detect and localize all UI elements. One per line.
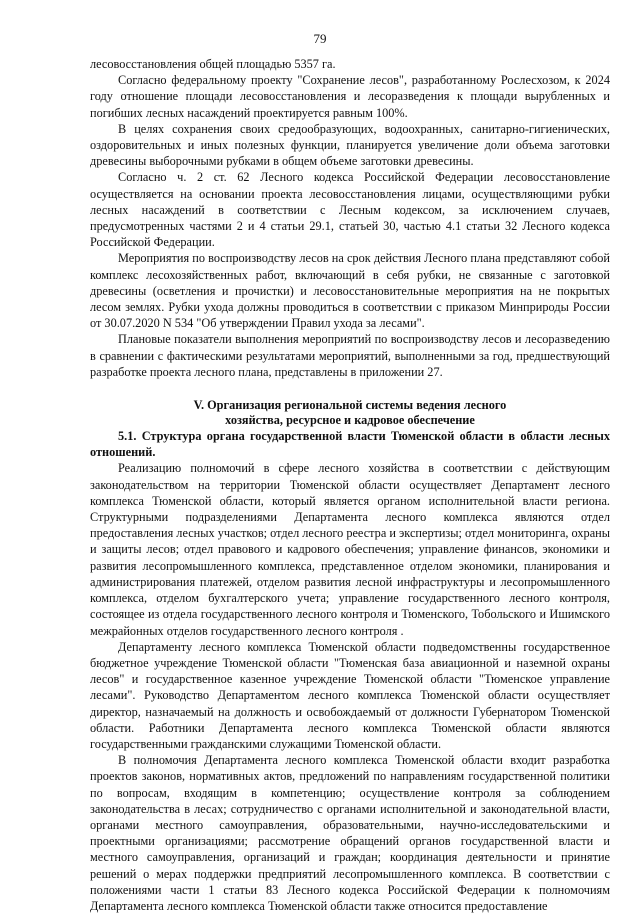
- paragraph: Департаменту лесного комплекса Тюменской области подведомственны государственное бюджетное учреждение Тюменской области "Тюменская база авиационной и наземной охраны лесов" и государственное казенное учреждение Тюменской области "Тюменское управление лесами". Руководство Департаментом лесного комплекса Тюменской области осуществляет директор, назначаемый на должность и освобождаемый от должности Губернатором Тюменской области. Работники Департамента лесного комплекса Тюменской области являются государственными гражданскими служащими Тюменской области.: [90, 639, 610, 751]
- page-body: [90, 56, 610, 914]
- subsection-heading: 5.1. Структура органа государственной власти Тюменской области в области лесных отношений.: [90, 429, 610, 460]
- paragraph: Согласно ч. 2 ст. 62 Лесного кодекса Российской Федерации лесовосстановление осуществляется на основании проекта лесовосстановления лицами, осуществляющими рубки лесных насаждений в соответствии с Лесным кодексом, за исключением случаев, предусмотренных частями 2 и 4 статьи 29.1, статьей 30, частью 4.1 статьи 32 Лесного кодекса Российской Федерации.: [90, 170, 610, 250]
- paragraph: Реализацию полномочий в сфере лесного хозяйства в соответствии с действующим законодательством на территории Тюменской области осуществляет Департамент лесного комплекса Тюменской области, который является органом исполнительной власти региона. Структурными подразделениями Департамента лесного комплекса являются отдел предоставления лесных участков; отдел лесного реестра и экспертизы; отдел мониторинга, охраны и защиты лесов; отдел правового и кадрового обеспечения; управление финансов, экономики и развития лесопромышленного комплекса, представленное отделом экономики, планирования и администрирования платежей, отделом развития лесной инфраструктуры и лесопромышленного комплекса, отделом бухгалтерского учета; управление государственного лесного контроля, состоящее из отдела государственного лесного контроля и Тюменского, Тобольского и Ишимского межрайонных отделов государственного лесного контроля .: [90, 461, 610, 638]
- paragraph: Плановые показатели выполнения мероприятий по воспроизводству лесов и лесоразведению в сравнении с фактическими результатами мероприятий, выполненными за год, предшествующий разработке проекта лесного плана, представлены в приложении 27.: [90, 332, 610, 379]
- section-heading-line: хозяйства, ресурсное и кадровое обеспечение: [225, 413, 475, 428]
- paragraph: Мероприятия по воспроизводству лесов на срок действия Лесного плана представляют собой комплекс лесохозяйственных работ, включающий в себя рубки, не связанные с заготовкой древесины (осветления и прочистки) и лесовосстановительные мероприятия на не покрытых лесом землях. Рубки ухода должны проводиться в соответствии с приказом Минприроды России от 30.07.2020 N 534 "Об утверждении Правил ухода за лесами".: [90, 251, 610, 331]
- page-number: 79: [313, 31, 327, 46]
- section-heading: [90, 398, 610, 428]
- paragraph: Согласно федеральному проекту "Сохранение лесов", разработанному Рослесхозом, к 2024 году отношение площади лесовосстановления и лесоразведения к площади вырубленных и погибших лесных насаждений проектируется равным 100%.: [90, 73, 610, 120]
- paragraph: лесовосстановления общей площадью 5357 га.: [90, 57, 336, 71]
- paragraph: В целях сохранения своих средообразующих, водоохранных, санитарно-гигиенических, оздоровительных и иных полезных функции, планируется увеличение доли объема заготовки древесины выборочными рубками в общем объеме заготовки древесины.: [90, 121, 610, 169]
- section-heading-line: V. Организация региональной системы ведения лесного: [193, 398, 507, 413]
- paragraph: В полномочия Департамента лесного комплекса Тюменской области входит разработка проектов законов, нормативных актов, предложений по направлениям государственной политики по вопросам, входящим в компетенцию; осуществление контроля за соблюдением законодательства в лесах; сотрудничество с органами исполнительной и законодательной власти, органами местного самоуправления, образовательными, научно-исследовательскими и проектными организациями; рассмотрение обращений органов государственной власти и местного самоуправления, организаций и граждан; координация деятельности и принятие решений о мерах поддержки предприятий лесопромышленного комплекса. В соответствии с положениями части 1 статьи 83 Лесного кодекса Российской Федерации к полномочиям Департамента лесного комплекса Тюменской области также относится предоставление: [90, 753, 610, 913]
